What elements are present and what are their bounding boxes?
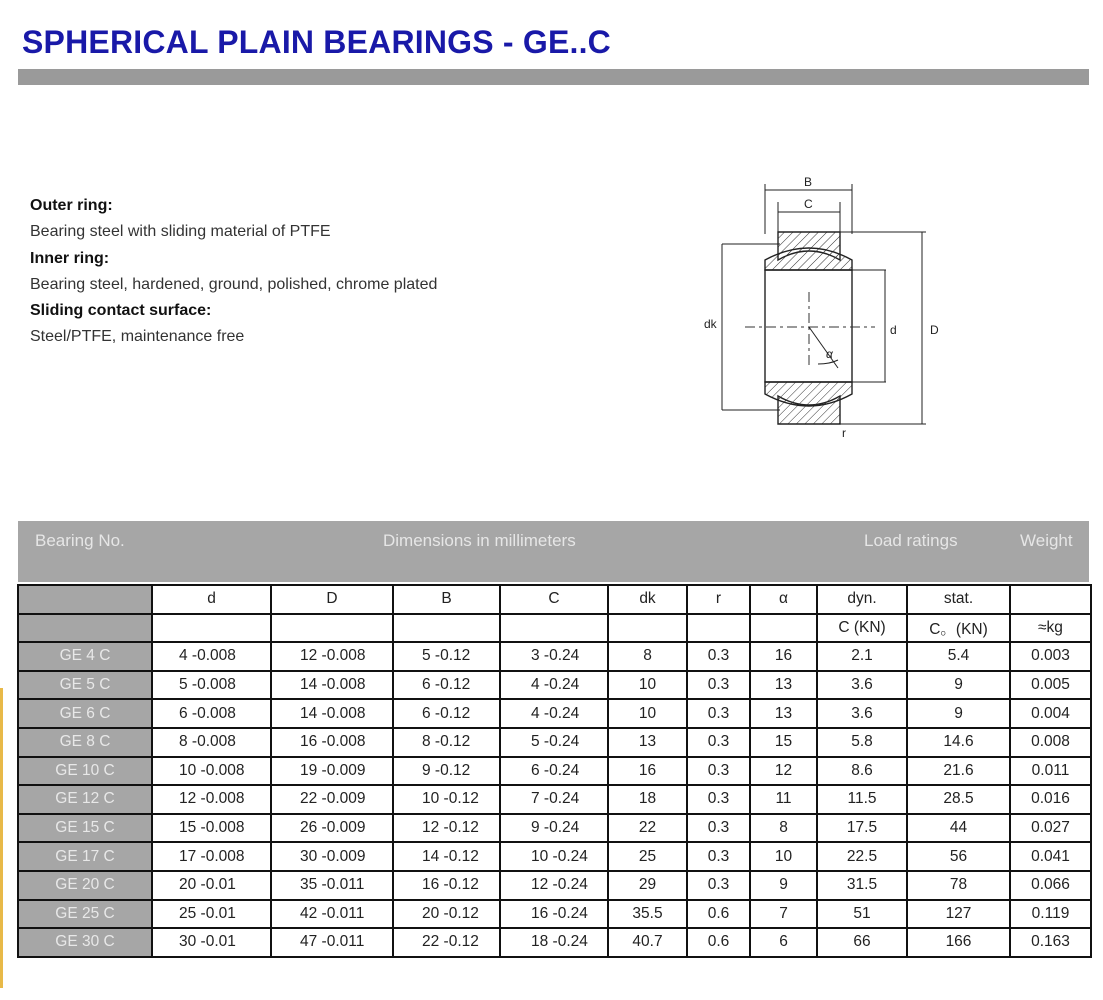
- table-row: [18, 757, 1091, 786]
- table-cell: 8: [750, 814, 817, 843]
- table-cell: 0.6: [687, 928, 750, 957]
- table-cell: 17 -0.008: [152, 842, 271, 871]
- table-cell: 5 -0.12: [393, 642, 500, 671]
- table-row: [18, 900, 1091, 929]
- table-row: [18, 728, 1091, 757]
- table-header-row: [18, 614, 1091, 643]
- table-cell: 0.011: [1010, 757, 1091, 786]
- table-cell: 14.6: [907, 728, 1010, 757]
- material-specs: [30, 193, 437, 351]
- table-cell: 22 -0.009: [271, 785, 393, 814]
- bearing-no-cell: GE 15 C: [18, 814, 152, 843]
- table-cell: 0.3: [687, 699, 750, 728]
- table-cell: 21.6: [907, 757, 1010, 786]
- table-cell: 42 -0.011: [271, 900, 393, 929]
- table-cell: 8 -0.12: [393, 728, 500, 757]
- table-cell: 22.5: [817, 842, 907, 871]
- bearing-no-cell: GE 30 C: [18, 928, 152, 957]
- band-bearing-no: Bearing No.: [35, 531, 125, 550]
- bearing-no-cell: GE 6 C: [18, 699, 152, 728]
- table-cell: 0.003: [1010, 642, 1091, 671]
- table-cell: 56: [907, 842, 1010, 871]
- sliding-surface-text: Steel/PTFE, maintenance free: [30, 328, 245, 346]
- table-cell: 9 -0.24: [500, 814, 608, 843]
- table-cell: 6 -0.12: [393, 671, 500, 700]
- table-cell: 4 -0.24: [500, 671, 608, 700]
- inner-ring-heading: Inner ring:: [30, 249, 110, 267]
- table-cell: 22: [608, 814, 687, 843]
- table-cell: 9: [907, 699, 1010, 728]
- bearing-no-cell: GE 17 C: [18, 842, 152, 871]
- table-cell: 3.6: [817, 699, 907, 728]
- table-cell: 15: [750, 728, 817, 757]
- table-cell: 9: [907, 671, 1010, 700]
- table-cell: 13: [750, 699, 817, 728]
- table-cell: 12 -0.24: [500, 871, 608, 900]
- outer-ring-text: Bearing steel with sliding material of PTFE: [30, 223, 331, 241]
- table-header-cell: ≈kg: [1010, 614, 1091, 643]
- band-dimensions: Dimensions in millimeters: [383, 531, 576, 550]
- table-cell: 12 -0.008: [152, 785, 271, 814]
- table-cell: 22 -0.12: [393, 928, 500, 957]
- table-cell: 28.5: [907, 785, 1010, 814]
- table-cell: 4 -0.008: [152, 642, 271, 671]
- table-cell: 6 -0.008: [152, 699, 271, 728]
- table-cell: 0.163: [1010, 928, 1091, 957]
- table-cell: 0.027: [1010, 814, 1091, 843]
- table-header-cell: [393, 614, 500, 643]
- bearing-no-cell: GE 12 C: [18, 785, 152, 814]
- table-cell: 127: [907, 900, 1010, 929]
- table-cell: 18: [608, 785, 687, 814]
- table-cell: 14 -0.008: [271, 671, 393, 700]
- table-row: [18, 785, 1091, 814]
- table-cell: 10: [608, 699, 687, 728]
- table-cell: 16 -0.008: [271, 728, 393, 757]
- table-cell: 14 -0.008: [271, 699, 393, 728]
- table-cell: 40.7: [608, 928, 687, 957]
- table-cell: 0.3: [687, 757, 750, 786]
- table-header-cell: [608, 614, 687, 643]
- table-cell: 8 -0.008: [152, 728, 271, 757]
- table-cell: 11.5: [817, 785, 907, 814]
- table-cell: 0.041: [1010, 842, 1091, 871]
- table-header-cell: [687, 614, 750, 643]
- band-weight: Weight: [1020, 531, 1073, 550]
- table-header-cell: C。(KN): [907, 614, 1010, 643]
- table-row: [18, 699, 1091, 728]
- table-row: [18, 671, 1091, 700]
- label-bore-d: d: [890, 323, 897, 337]
- page-title: SPHERICAL PLAIN BEARINGS - GE..C: [22, 24, 611, 60]
- band-load-ratings: Load ratings: [864, 531, 958, 550]
- table-header-cell: D: [271, 585, 393, 614]
- table-cell: 5 -0.24: [500, 728, 608, 757]
- table-cell: 10 -0.24: [500, 842, 608, 871]
- outer-ring-heading: Outer ring:: [30, 197, 113, 214]
- bore-outline: [765, 270, 852, 382]
- table-cell: 9 -0.12: [393, 757, 500, 786]
- table-header-cell: r: [687, 585, 750, 614]
- bearing-spec-table: [17, 584, 1092, 958]
- table-cell: 6 -0.12: [393, 699, 500, 728]
- table-cell: 0.005: [1010, 671, 1091, 700]
- table-cell: 11: [750, 785, 817, 814]
- table-cell: 13: [608, 728, 687, 757]
- table-cell: 7 -0.24: [500, 785, 608, 814]
- table-cell: 9: [750, 871, 817, 900]
- table-cell: 5.8: [817, 728, 907, 757]
- table-cell: 16: [750, 642, 817, 671]
- table-cell: 30 -0.01: [152, 928, 271, 957]
- table-cell: 0.3: [687, 642, 750, 671]
- table-cell: 16 -0.12: [393, 871, 500, 900]
- table-cell: 8: [608, 642, 687, 671]
- table-cell: 18 -0.24: [500, 928, 608, 957]
- table-cell: 0.008: [1010, 728, 1091, 757]
- table-cell: 29: [608, 871, 687, 900]
- table-cell: 51: [817, 900, 907, 929]
- table-header-cell: d: [152, 585, 271, 614]
- table-cell: 0.3: [687, 785, 750, 814]
- table-cell: 66: [817, 928, 907, 957]
- table-header-cell: [18, 614, 152, 643]
- bearing-no-cell: GE 5 C: [18, 671, 152, 700]
- table-row: [18, 642, 1091, 671]
- table-cell: 2.1: [817, 642, 907, 671]
- table-cell: 0.3: [687, 814, 750, 843]
- table-cell: 78: [907, 871, 1010, 900]
- table-cell: 16 -0.24: [500, 900, 608, 929]
- table-cell: 0.3: [687, 871, 750, 900]
- table-row: [18, 928, 1091, 957]
- table-cell: 10: [608, 671, 687, 700]
- table-cell: 4 -0.24: [500, 699, 608, 728]
- table-cell: 25 -0.01: [152, 900, 271, 929]
- bearing-no-cell: GE 20 C: [18, 871, 152, 900]
- table-cell: 5.4: [907, 642, 1010, 671]
- table-cell: 3 -0.24: [500, 642, 608, 671]
- table-cell: 0.004: [1010, 699, 1091, 728]
- label-c: C: [804, 197, 813, 211]
- table-cell: 15 -0.008: [152, 814, 271, 843]
- table-header-cell: dk: [608, 585, 687, 614]
- table-header-cell: B: [393, 585, 500, 614]
- inner-ring-text: Bearing steel, hardened, ground, polished, chrome plated: [30, 275, 438, 293]
- table-cell: 166: [907, 928, 1010, 957]
- table-cell: 0.016: [1010, 785, 1091, 814]
- table-cell: 0.119: [1010, 900, 1091, 929]
- left-accent-strip: [0, 688, 3, 988]
- table-header-cell: [1010, 585, 1091, 614]
- bearing-no-cell: GE 25 C: [18, 900, 152, 929]
- table-cell: 20 -0.01: [152, 871, 271, 900]
- table-header-cell: C (KN): [817, 614, 907, 643]
- table-cell: 25: [608, 842, 687, 871]
- table-header-cell: α: [750, 585, 817, 614]
- table-cell: 6: [750, 928, 817, 957]
- table-cell: 31.5: [817, 871, 907, 900]
- table-cell: 10 -0.12: [393, 785, 500, 814]
- table-header-cell: stat.: [907, 585, 1010, 614]
- table-header-cell: C: [500, 585, 608, 614]
- label-r: r: [842, 426, 846, 440]
- sliding-surface-heading: Sliding contact surface:: [30, 302, 212, 320]
- table-cell: 12 -0.12: [393, 814, 500, 843]
- table-cell: 0.3: [687, 842, 750, 871]
- bearing-no-cell: GE 10 C: [18, 757, 152, 786]
- table-cell: 10 -0.008: [152, 757, 271, 786]
- table-header-cell: [271, 614, 393, 643]
- table-cell: 3.6: [817, 671, 907, 700]
- table-cell: 12 -0.008: [271, 642, 393, 671]
- table-row: [18, 842, 1091, 871]
- bearing-no-cell: GE 4 C: [18, 642, 152, 671]
- label-b: B: [804, 175, 813, 189]
- table-cell: 5 -0.008: [152, 671, 271, 700]
- table-cell: 6 -0.24: [500, 757, 608, 786]
- table-cell: 8.6: [817, 757, 907, 786]
- table-cell: 10: [750, 842, 817, 871]
- table-header-row: [18, 585, 1091, 614]
- title-underline-bar: [18, 69, 1089, 85]
- table-header-cell: [152, 614, 271, 643]
- table-header-cell: [500, 614, 608, 643]
- label-outer-d: D: [930, 323, 939, 337]
- table-cell: 35 -0.011: [271, 871, 393, 900]
- table-header-cell: dyn.: [817, 585, 907, 614]
- table-cell: 30 -0.009: [271, 842, 393, 871]
- label-alpha: α: [826, 347, 833, 361]
- table-cell: 16: [608, 757, 687, 786]
- table-cell: 13: [750, 671, 817, 700]
- table-cell: 0.6: [687, 900, 750, 929]
- label-dk: dk: [704, 317, 717, 331]
- table-cell: 35.5: [608, 900, 687, 929]
- table-cell: 14 -0.12: [393, 842, 500, 871]
- table-cell: 0.066: [1010, 871, 1091, 900]
- bearing-cross-section-diagram: [700, 172, 950, 447]
- table-cell: 26 -0.009: [271, 814, 393, 843]
- table-cell: 20 -0.12: [393, 900, 500, 929]
- table-row: [18, 871, 1091, 900]
- table-cell: 0.3: [687, 671, 750, 700]
- table-cell: 19 -0.009: [271, 757, 393, 786]
- table-header-cell: [18, 585, 152, 614]
- table-cell: 12: [750, 757, 817, 786]
- table-cell: 17.5: [817, 814, 907, 843]
- table-row: [18, 814, 1091, 843]
- bearing-no-cell: GE 8 C: [18, 728, 152, 757]
- table-cell: 47 -0.011: [271, 928, 393, 957]
- table-cell: 44: [907, 814, 1010, 843]
- table-cell: 7: [750, 900, 817, 929]
- table-group-header-band: [18, 521, 1089, 582]
- table-cell: 0.3: [687, 728, 750, 757]
- table-header-cell: [750, 614, 817, 643]
